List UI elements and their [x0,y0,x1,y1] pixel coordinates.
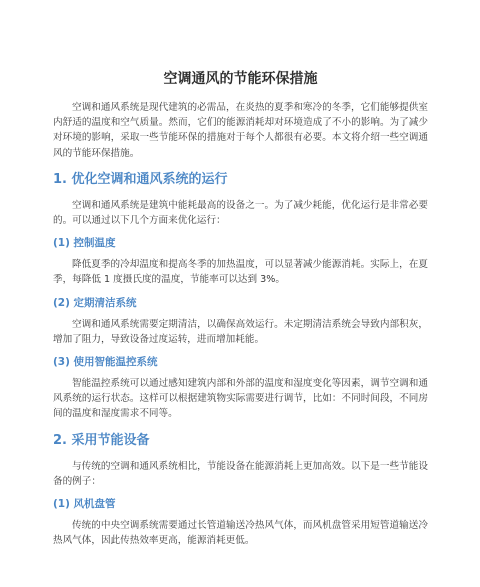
subsection-1-2-heading: (2) 定期清洁系统 [53,296,137,309]
subsection-1-1-text: 降低夏季的冷却温度和提高冬季的加热温度，可以显著减少能源消耗。实际上，在夏季，每降低 1 度摄氏度的温度，节能率可以达到 3%。 [53,259,428,286]
document-title: 空调通风的节能环保措施 [163,71,318,87]
intro-paragraph: 空调和通风系统是现代建筑的必需品，在炎热的夏季和寒冷的冬季，它们能够提供室内舒适的温度和空气质量。然而，它们的能源消耗却对环境造成了不小的影响。为了减少对环境的影响，采取一些节能环保的措施对于每个人都很有必要。本文将介绍一些空调通风的节能环保措施。 [53,102,428,159]
section-2-intro: 与传统的空调和通风系统相比，节能设备在能源消耗上更加高效。以下是一些节能设备的例子： [53,460,428,487]
section-1-intro: 空调和通风系统是建筑中能耗最高的设备之一。为了减少耗能，优化运行是非常必要的。可以通过以下几个方面来优化运行： [53,199,428,227]
subsection-2-1-text: 传统的中央空调系统需要通过长管道输送冷热风气体，而风机盘管采用短管道输送冷热风气体，因此传热效率更高，能源消耗更低。 [53,520,428,547]
section-2-heading: 2. 采用节能设备 [53,432,150,448]
subsection-2-1-heading: (1) 风机盘管 [53,498,116,511]
subsection-1-1-heading: (1) 控制温度 [53,237,116,250]
subsection-1-2-text: 空调和通风系统需要定期清洁，以确保高效运行。未定期清洁系统会导致内部积灰，增加了阻力，导致设备过度运转，进而增加耗能。 [53,318,428,345]
subsection-1-3-text: 智能温控系统可以通过感知建筑内部和外部的温度和湿度变化等因素，调节空调和通风系统的运行状态。这样可以根据建筑物实际需要进行调节，比如：不同时间段，不同房间的温度和湿度需求不同等。 [53,378,428,420]
section-1-heading: 1. 优化空调和通风系统的运行 [53,171,228,187]
subsection-1-3-heading: (3) 使用智能温控系统 [53,356,158,369]
